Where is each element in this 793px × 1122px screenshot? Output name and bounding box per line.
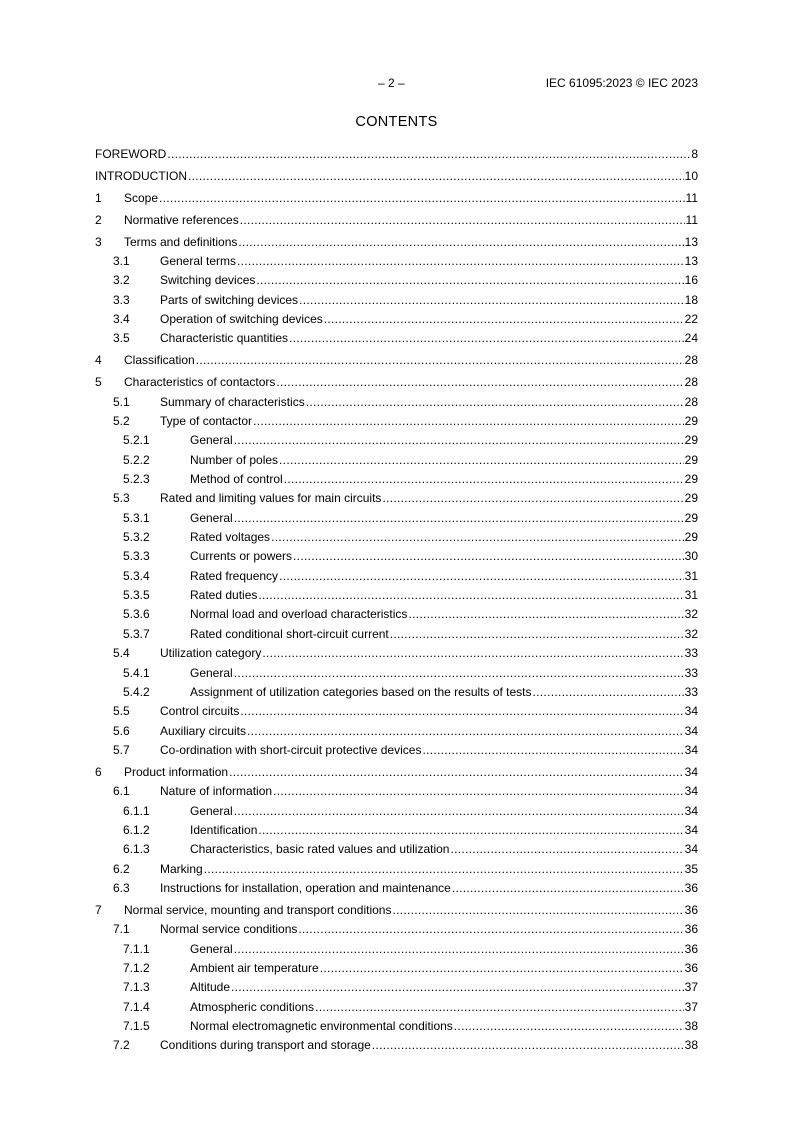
dot-leader <box>234 941 684 957</box>
toc-entry-page: 34 <box>684 822 698 837</box>
toc-entry[interactable] <box>95 292 698 311</box>
toc-entry-page: 36 <box>684 922 698 937</box>
dot-leader <box>262 645 683 661</box>
toc-entry-number: 6.1.3 <box>123 842 150 857</box>
dot-leader <box>238 234 683 250</box>
toc-entry-title: Atmospheric conditions <box>190 999 315 1014</box>
dot-leader <box>256 272 683 288</box>
dot-leader <box>258 822 683 838</box>
toc-entry-page: 28 <box>684 375 698 390</box>
toc-entry-title: General <box>190 803 233 818</box>
toc-entry[interactable] <box>95 645 698 664</box>
toc-entry[interactable] <box>95 723 698 742</box>
toc-entry-page: 34 <box>684 742 698 757</box>
toc-entry-page: 29 <box>684 433 698 448</box>
toc-entry-title: INTRODUCTION <box>95 168 187 183</box>
dot-leader <box>234 432 684 448</box>
toc-entry-page: 36 <box>684 880 698 895</box>
toc-entry-number: 5.3.5 <box>123 588 150 603</box>
toc-entry-title: Altitude <box>190 980 231 995</box>
toc-entry[interactable] <box>95 190 698 209</box>
toc-entry-title: Product information <box>124 764 229 779</box>
toc-entry-page: 31 <box>684 568 698 583</box>
toc-entry[interactable] <box>95 212 698 231</box>
toc-entry-number: 6.2 <box>113 861 130 876</box>
toc-entry-page: 36 <box>684 902 698 917</box>
dot-leader <box>196 352 684 368</box>
toc-entry-title: Auxiliary circuits <box>160 723 247 738</box>
toc-entry-title: Conditions during transport and storage <box>160 1038 371 1053</box>
toc-entry-title: Type of contactor <box>160 414 253 429</box>
dot-leader <box>253 413 684 429</box>
toc-entry-page: 38 <box>684 1038 698 1053</box>
toc-entry-title: Currents or powers <box>190 549 293 564</box>
toc-entry-number: 5.1 <box>113 394 130 409</box>
dot-leader <box>408 606 683 622</box>
toc-entry-number: 5.4 <box>113 646 130 661</box>
toc-entry-number: 6.1 <box>113 784 130 799</box>
toc-entry-title: Normal load and overload characteristics <box>190 607 408 622</box>
toc-entry-title: Summary of characteristics <box>160 394 305 409</box>
toc-entry[interactable] <box>95 374 698 393</box>
toc-entry-title: Terms and definitions <box>124 234 238 249</box>
toc-entry[interactable] <box>95 822 698 841</box>
toc-entry-page: 32 <box>684 607 698 622</box>
toc-entry-title: Co-ordination with short-circuit protective devices <box>160 742 422 757</box>
toc-entry[interactable] <box>95 764 698 783</box>
toc-entry-title: Utilization category <box>160 646 262 661</box>
dot-leader <box>240 703 683 719</box>
toc-entry-title: General <box>190 510 233 525</box>
toc-entry-title: Characteristic quantities <box>160 331 289 346</box>
toc-entry[interactable] <box>95 606 698 625</box>
toc-entry-number: 5.3.2 <box>123 530 150 545</box>
toc-entry[interactable] <box>95 352 698 371</box>
toc-entry-number: 5.2 <box>113 414 130 429</box>
toc-entry[interactable] <box>95 684 698 703</box>
toc-entry[interactable] <box>95 902 698 921</box>
toc-entry-page: 13 <box>684 234 698 249</box>
toc-entry-title: Rated and limiting values for main circuits <box>160 491 382 506</box>
toc-entry-number: 5.3.6 <box>123 607 150 622</box>
toc-entry-number: 5.2.2 <box>123 452 150 467</box>
toc-entry[interactable] <box>95 783 698 802</box>
toc-entry[interactable] <box>95 626 698 645</box>
dot-leader <box>273 783 684 799</box>
toc-entry-number: 5.6 <box>113 723 130 738</box>
toc-entry-number: 4 <box>95 353 102 368</box>
toc-entry-title: Method of control <box>190 472 283 487</box>
page-number: – 2 – <box>378 76 405 90</box>
toc-entry-page: 18 <box>684 292 698 307</box>
toc-entry-number: 7.2 <box>113 1038 130 1053</box>
toc-entry[interactable] <box>95 394 698 413</box>
toc-entry-title: General terms <box>160 254 237 269</box>
toc-entry-title: Classification <box>124 353 195 368</box>
toc-entry-number: 1 <box>95 190 102 205</box>
toc-entry-number: 5.4.2 <box>123 684 150 699</box>
toc-entry-title: Rated conditional short-circuit current <box>190 626 389 641</box>
dot-leader <box>298 921 683 937</box>
toc-entry[interactable] <box>95 921 698 940</box>
dot-leader <box>293 548 684 564</box>
toc-entry[interactable] <box>95 841 698 860</box>
toc-entry[interactable] <box>95 960 698 979</box>
dot-leader <box>450 841 683 857</box>
dot-leader <box>247 723 684 739</box>
standard-reference: IEC 61095:2023 © IEC 2023 <box>545 76 698 90</box>
toc-entry-number: 3.2 <box>113 273 130 288</box>
dot-leader <box>372 1037 684 1053</box>
dot-leader <box>229 764 684 780</box>
dot-leader <box>452 880 684 896</box>
toc-entry-page: 35 <box>684 861 698 876</box>
dot-leader <box>237 253 684 269</box>
dot-leader <box>390 626 684 642</box>
toc-entry[interactable] <box>95 529 698 548</box>
toc-entry-page: 24 <box>684 331 698 346</box>
toc-entry-number: 3.1 <box>113 254 130 269</box>
toc-entry-number: 7.1.5 <box>123 1018 150 1033</box>
toc-entry-title: Characteristics of contactors <box>124 375 276 390</box>
toc-entry[interactable] <box>95 234 698 253</box>
toc-entry-number: 7.1.1 <box>123 941 150 956</box>
toc-entry-number: 7.1.3 <box>123 980 150 995</box>
dot-leader <box>271 529 684 545</box>
toc-entry[interactable] <box>95 413 698 432</box>
toc-entry-page: 13 <box>684 254 698 269</box>
toc-entry-title: Number of poles <box>190 452 279 467</box>
toc-entry-page: 28 <box>684 394 698 409</box>
toc-entry-page: 31 <box>684 588 698 603</box>
toc-entry[interactable] <box>95 587 698 606</box>
toc-entry-page: 16 <box>684 273 698 288</box>
toc-entry-page: 34 <box>684 723 698 738</box>
toc-entry-page: 28 <box>684 353 698 368</box>
toc-entry-title: Normal electromagnetic environmental conditions <box>190 1018 453 1033</box>
dot-leader <box>159 190 685 206</box>
toc-entry[interactable] <box>95 1037 698 1056</box>
toc-entry-page: 29 <box>684 491 698 506</box>
toc-entry-page: 32 <box>684 626 698 641</box>
toc-entry-number: 3.3 <box>113 292 130 307</box>
toc-entry-number: 5.3.1 <box>123 510 150 525</box>
toc-entry-page: 34 <box>684 764 698 779</box>
dot-leader <box>234 803 684 819</box>
toc-entry-page: 10 <box>684 168 698 183</box>
toc-entry[interactable] <box>95 471 698 490</box>
toc-entry-page: 29 <box>684 472 698 487</box>
toc-entry-page: 34 <box>684 803 698 818</box>
toc-entry-page: 34 <box>684 842 698 857</box>
toc-entry-number: 6.3 <box>113 880 130 895</box>
toc-entry-number: 5.3 <box>113 491 130 506</box>
dot-leader <box>234 665 684 681</box>
toc-entry[interactable] <box>95 490 698 509</box>
toc-entry-page: 34 <box>684 784 698 799</box>
toc-entry-page: 29 <box>684 510 698 525</box>
toc-entry[interactable] <box>95 665 698 684</box>
dot-leader <box>320 960 684 976</box>
toc-entry-title: Normal service conditions <box>160 922 298 937</box>
toc-entry[interactable] <box>95 330 698 349</box>
toc-entry-page: 33 <box>684 684 698 699</box>
toc-entry-title: Operation of switching devices <box>160 312 323 327</box>
toc-entry-number: 5 <box>95 375 102 390</box>
toc-entry[interactable] <box>95 999 698 1018</box>
toc-entry-number: 2 <box>95 212 102 227</box>
toc-entry[interactable] <box>95 432 698 451</box>
toc-entry-page: 38 <box>684 1018 698 1033</box>
toc-entry[interactable] <box>95 272 698 291</box>
dot-leader <box>204 861 684 877</box>
toc-entry-title: Switching devices <box>160 273 256 288</box>
dot-leader <box>299 292 684 308</box>
toc-entry-title: Marking <box>160 861 203 876</box>
toc-entry-title: FOREWORD <box>95 147 167 161</box>
toc-entry-number: 5.2.3 <box>123 472 150 487</box>
dot-leader <box>315 999 684 1015</box>
toc-entry-number: 6.1.1 <box>123 803 150 818</box>
toc-entry-page: 33 <box>684 646 698 661</box>
toc-entry[interactable] <box>95 742 698 761</box>
toc-entry-number: 7 <box>95 902 102 917</box>
toc-entry[interactable] <box>95 452 698 471</box>
toc-entry-title: General <box>190 941 233 956</box>
toc-entry-number: 5.4.1 <box>123 665 150 680</box>
toc-entry[interactable] <box>95 311 698 330</box>
toc-entry-page: 30 <box>684 549 698 564</box>
toc-entry-title: Instructions for installation, operation and maintenance <box>160 880 451 895</box>
dot-leader <box>382 490 683 506</box>
dot-leader <box>392 902 683 918</box>
toc-entry[interactable] <box>95 510 698 529</box>
toc-entry-title: Ambient air temperature <box>190 960 319 975</box>
toc-entry-title: Assignment of utilization categories based on the results of tests <box>190 684 532 699</box>
toc-entry-number: 5.3.4 <box>123 568 150 583</box>
dot-leader <box>306 394 684 410</box>
toc-entry[interactable] <box>95 168 698 187</box>
toc-entry-page: 34 <box>684 704 698 719</box>
dot-leader <box>533 684 684 700</box>
toc-entry-number: 7.1.4 <box>123 999 150 1014</box>
toc-entry-title: General <box>190 665 233 680</box>
toc-entry-number: 6 <box>95 764 102 779</box>
toc-entry-title: Rated duties <box>190 588 258 603</box>
toc-entry-page: 33 <box>684 665 698 680</box>
toc-entry-page: 37 <box>684 999 698 1014</box>
dot-leader <box>324 311 684 327</box>
toc-entry-title: General <box>190 433 233 448</box>
toc-entry-title: Control circuits <box>160 704 240 719</box>
toc-entry-number: 3.5 <box>113 331 130 346</box>
toc-entry[interactable] <box>95 703 698 722</box>
table-of-contents <box>95 146 698 1057</box>
toc-entry[interactable] <box>95 1018 698 1037</box>
toc-entry[interactable] <box>95 979 698 998</box>
toc-entry-page: 11 <box>685 190 698 205</box>
toc-entry-number: 7.1 <box>113 922 130 937</box>
toc-entry-page: 37 <box>684 980 698 995</box>
toc-entry-number: 5.7 <box>113 742 130 757</box>
dot-leader <box>231 979 684 995</box>
toc-entry-number: 5.2.1 <box>123 433 150 448</box>
toc-entry-page: 29 <box>684 414 698 429</box>
toc-entry[interactable] <box>95 880 698 899</box>
dot-leader <box>167 146 690 162</box>
toc-entry-title: Normal service, mounting and transport conditions <box>124 902 392 917</box>
toc-entry-title: Characteristics, basic rated values and utilization <box>190 842 450 857</box>
toc-entry-page: 36 <box>684 941 698 956</box>
dot-leader <box>279 452 684 468</box>
toc-entry[interactable] <box>95 861 698 880</box>
dot-leader <box>188 168 684 184</box>
toc-entry-number: 7.1.2 <box>123 960 150 975</box>
toc-entry-title: Rated frequency <box>190 568 279 583</box>
dot-leader <box>258 587 683 603</box>
toc-entry-number: 3.4 <box>113 312 130 327</box>
toc-entry-number: 5.3.7 <box>123 626 150 641</box>
toc-entry-title: Identification <box>190 822 258 837</box>
toc-entry[interactable] <box>95 146 698 165</box>
toc-entry-number: 6.1.2 <box>123 822 150 837</box>
toc-entry[interactable] <box>95 941 698 960</box>
dot-leader <box>284 471 684 487</box>
page-header <box>95 76 698 92</box>
toc-entry-title: Scope <box>124 190 159 205</box>
toc-entry[interactable] <box>95 568 698 587</box>
toc-entry[interactable] <box>95 253 698 272</box>
toc-entry-title: Normative references <box>124 212 239 227</box>
dot-leader <box>276 374 683 390</box>
dot-leader <box>289 330 684 346</box>
toc-entry-title: Parts of switching devices <box>160 292 299 307</box>
toc-entry-number: 5.5 <box>113 704 130 719</box>
dot-leader <box>454 1018 684 1034</box>
dot-leader <box>279 568 684 584</box>
toc-entry-number: 3 <box>95 234 102 249</box>
toc-entry-page: 29 <box>684 530 698 545</box>
toc-entry-page: 29 <box>684 452 698 467</box>
dot-leader <box>240 212 685 228</box>
toc-entry-title: Rated voltages <box>190 530 271 545</box>
toc-entry-number: 5.3.3 <box>123 549 150 564</box>
dot-leader <box>422 742 683 758</box>
toc-entry-page: 8 <box>691 147 698 161</box>
toc-entry-page: 36 <box>684 960 698 975</box>
toc-entry-page: 22 <box>684 312 698 327</box>
dot-leader <box>234 510 684 526</box>
toc-entry-title: Nature of information <box>160 784 273 799</box>
page-title: CONTENTS <box>355 114 438 130</box>
toc-entry-page: 11 <box>685 212 698 227</box>
toc-entry[interactable] <box>95 803 698 822</box>
toc-entry[interactable] <box>95 548 698 567</box>
